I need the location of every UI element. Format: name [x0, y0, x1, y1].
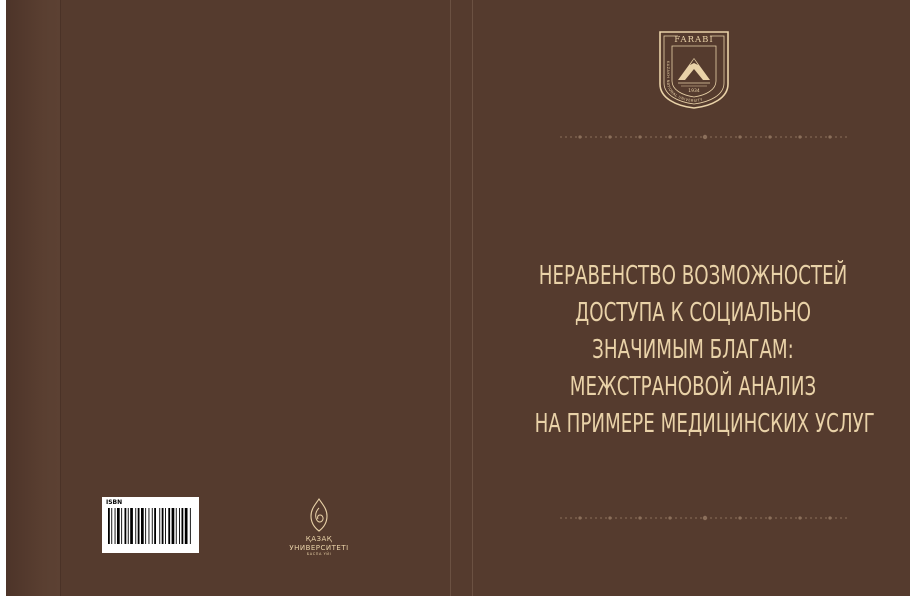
title-line-2: ДОСТУПА К СОЦИАЛЬНО: [574, 298, 812, 328]
kazakh-university-publisher-icon: [304, 496, 334, 534]
back-cover-flap: [6, 0, 60, 596]
publisher-name-line-2: УНИВЕРСИТЕТІ: [289, 544, 349, 552]
isbn-barcode: [102, 497, 199, 553]
emblem-year: 1934: [688, 89, 700, 94]
title-line-3: ЗНАЧИМЫМ БЛАГАМ:: [592, 335, 794, 365]
publisher-subtitle: БАСПА ҮЙІ: [306, 552, 332, 556]
subtitle-line-2: НА ПРИМЕРЕ МЕДИЦИНСКИХ УСЛУГ: [534, 409, 875, 439]
isbn-label: ISBN: [106, 499, 123, 506]
spine-edge-left: [450, 0, 451, 596]
page-margin-bottom: [0, 596, 910, 600]
ornament-divider-top: [560, 133, 850, 141]
publisher-mark: [284, 496, 354, 557]
book-title: [490, 258, 896, 443]
publisher-name-line-1: ҚАЗАҚ: [305, 535, 333, 543]
title-line-1: НЕРАВЕНСТВО ВОЗМОЖНОСТЕЙ: [538, 261, 848, 291]
subtitle-line-1: МЕЖСТРАНОВОЙ АНАЛИЗ: [569, 372, 817, 402]
flap-fold-line: [60, 0, 61, 596]
page-margin-left: [0, 0, 6, 600]
farabi-university-emblem-icon: [656, 28, 732, 110]
spine-edge-right: [472, 0, 473, 596]
emblem-ring-text: KAZAKH NATIONAL UNIVERSITY: [665, 61, 704, 104]
emblem-top-text: FARABI: [674, 35, 714, 45]
ornament-divider-bottom: [560, 514, 850, 522]
barcode-icon: [108, 508, 192, 544]
